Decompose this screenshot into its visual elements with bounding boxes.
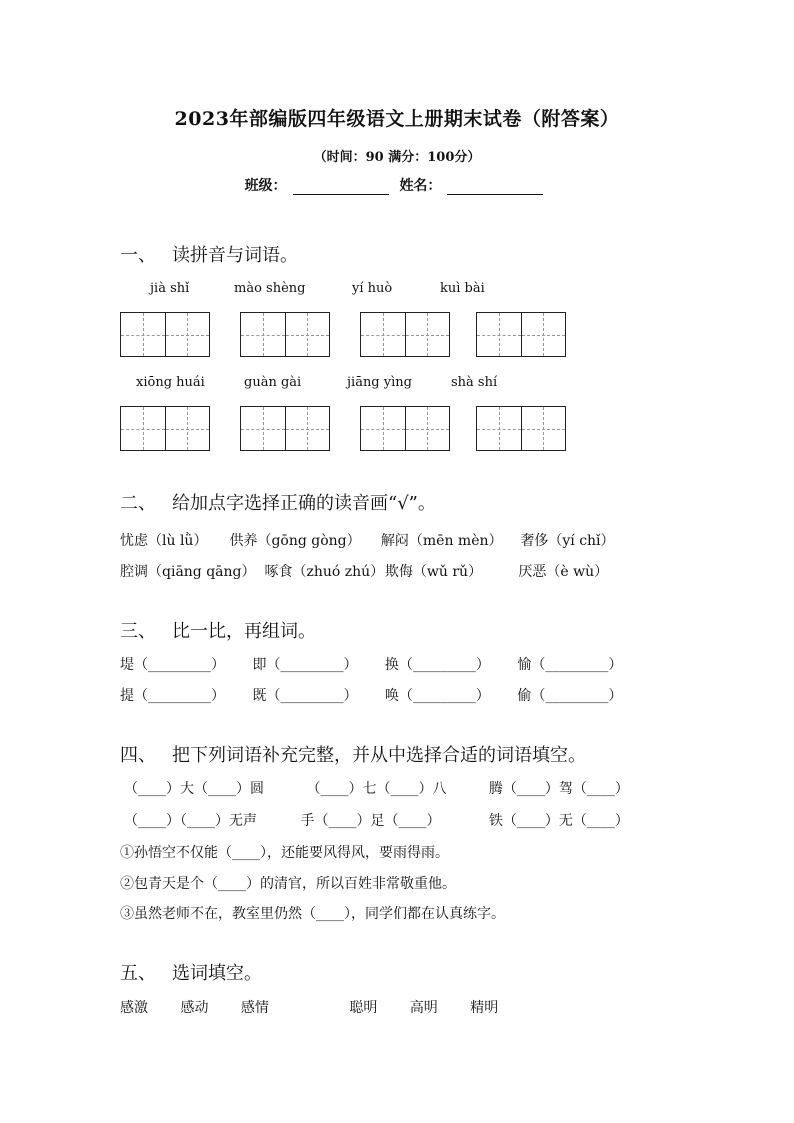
item[interactable]: 提（_________） <box>120 688 225 704</box>
compare-row-1 <box>120 654 622 674</box>
section-4-heading: 四、 把下列词语补充完整，并从中选择合适的词语填空。 <box>120 745 586 766</box>
idiom-row-1 <box>124 778 629 798</box>
item[interactable]: 啄食（zhuó zhú） <box>264 564 385 580</box>
fill-question-3[interactable]: ③虽然老师不在，教室里仍然（____），同学们都在认真练字。 <box>120 906 505 922</box>
item[interactable]: （____）七（____）八 <box>306 781 447 797</box>
pinyin-4: kuì bài <box>440 281 485 296</box>
word-option: 感情 <box>240 1000 269 1016</box>
word-option: 聪明 <box>349 1000 378 1016</box>
item[interactable]: 腾（____）驾（____） <box>488 781 629 797</box>
item[interactable]: 奢侈（yí chǐ） <box>520 533 615 549</box>
page-title: 2023年部编版四年级语文上册期末试卷（附答案） <box>174 108 620 130</box>
item[interactable]: 手（____）足（____） <box>300 813 441 829</box>
pronunciation-row-1 <box>120 530 615 550</box>
writing-grid[interactable] <box>476 406 566 451</box>
word-option: 感动 <box>180 1000 209 1016</box>
pinyin-5: xiōng huái <box>136 375 205 390</box>
writing-grid[interactable] <box>240 406 330 451</box>
item[interactable]: 供养（gōng gòng） <box>229 533 361 549</box>
class-label: 班级： <box>244 178 287 194</box>
writing-grid[interactable] <box>360 312 450 357</box>
idiom-row-2 <box>124 810 629 830</box>
pinyin-8: shà shí <box>451 375 498 390</box>
pronunciation-row-2 <box>120 561 608 581</box>
pinyin-2: mào shèng <box>234 281 306 296</box>
writing-grid[interactable] <box>120 312 210 357</box>
word-option: 感激 <box>120 1000 148 1016</box>
word-choices <box>120 997 498 1017</box>
item[interactable]: 解闷（mēn mèn） <box>380 533 503 549</box>
pinyin-6: guàn gài <box>244 375 302 390</box>
section-5-heading: 五、 选词填空。 <box>120 963 262 984</box>
item[interactable]: 唤（_________） <box>384 688 490 704</box>
item[interactable]: （____）大（____）圆 <box>124 781 264 797</box>
pinyin-7: jiāng yìng <box>347 375 412 390</box>
student-info <box>0 175 794 195</box>
exam-time-score: （时间：90 满分：100分） <box>313 150 481 165</box>
section-1-heading: 一、 读拼音与词语。 <box>120 245 298 266</box>
item[interactable]: 即（_________） <box>252 657 358 673</box>
pinyin-1: jià shǐ <box>150 281 190 296</box>
item[interactable]: 愉（_________） <box>517 657 623 673</box>
word-option: 高明 <box>409 1000 438 1016</box>
item[interactable]: 既（_________） <box>252 688 358 704</box>
item[interactable]: （____）（____）无声 <box>124 813 257 829</box>
writing-grid[interactable] <box>476 312 566 357</box>
section-2-heading: 二、 给加点字选择正确的读音画“√”。 <box>120 493 436 514</box>
item[interactable]: 换（_________） <box>384 657 490 673</box>
item[interactable]: 偷（_________） <box>517 688 623 704</box>
name-label: 姓名： <box>399 178 442 194</box>
word-option: 精明 <box>470 1000 499 1016</box>
writing-grid[interactable] <box>360 406 450 451</box>
pinyin-3: yí huò <box>352 281 393 296</box>
class-blank[interactable] <box>293 180 389 195</box>
item[interactable]: 忧虑（lù lǜ） <box>120 533 208 549</box>
section-3-heading: 三、 比一比，再组词。 <box>120 621 316 642</box>
item[interactable]: 堤（_________） <box>120 657 225 673</box>
item[interactable]: 欺侮（wǔ rǔ） <box>384 564 483 580</box>
item[interactable]: 腔调（qiāng qāng） <box>120 564 256 580</box>
compare-row-2 <box>120 685 622 705</box>
fill-question-1[interactable]: ①孙悟空不仅能（____），还能要风得风，要雨得雨。 <box>120 845 449 861</box>
item[interactable]: 厌恶（è wù） <box>518 564 609 580</box>
writing-grid[interactable] <box>120 406 210 451</box>
item[interactable]: 铁（____）无（____） <box>488 813 629 829</box>
name-blank[interactable] <box>447 180 543 195</box>
writing-grid[interactable] <box>240 312 330 357</box>
fill-question-2[interactable]: ②包青天是个（____）的清官，所以百姓非常敬重他。 <box>120 876 456 892</box>
